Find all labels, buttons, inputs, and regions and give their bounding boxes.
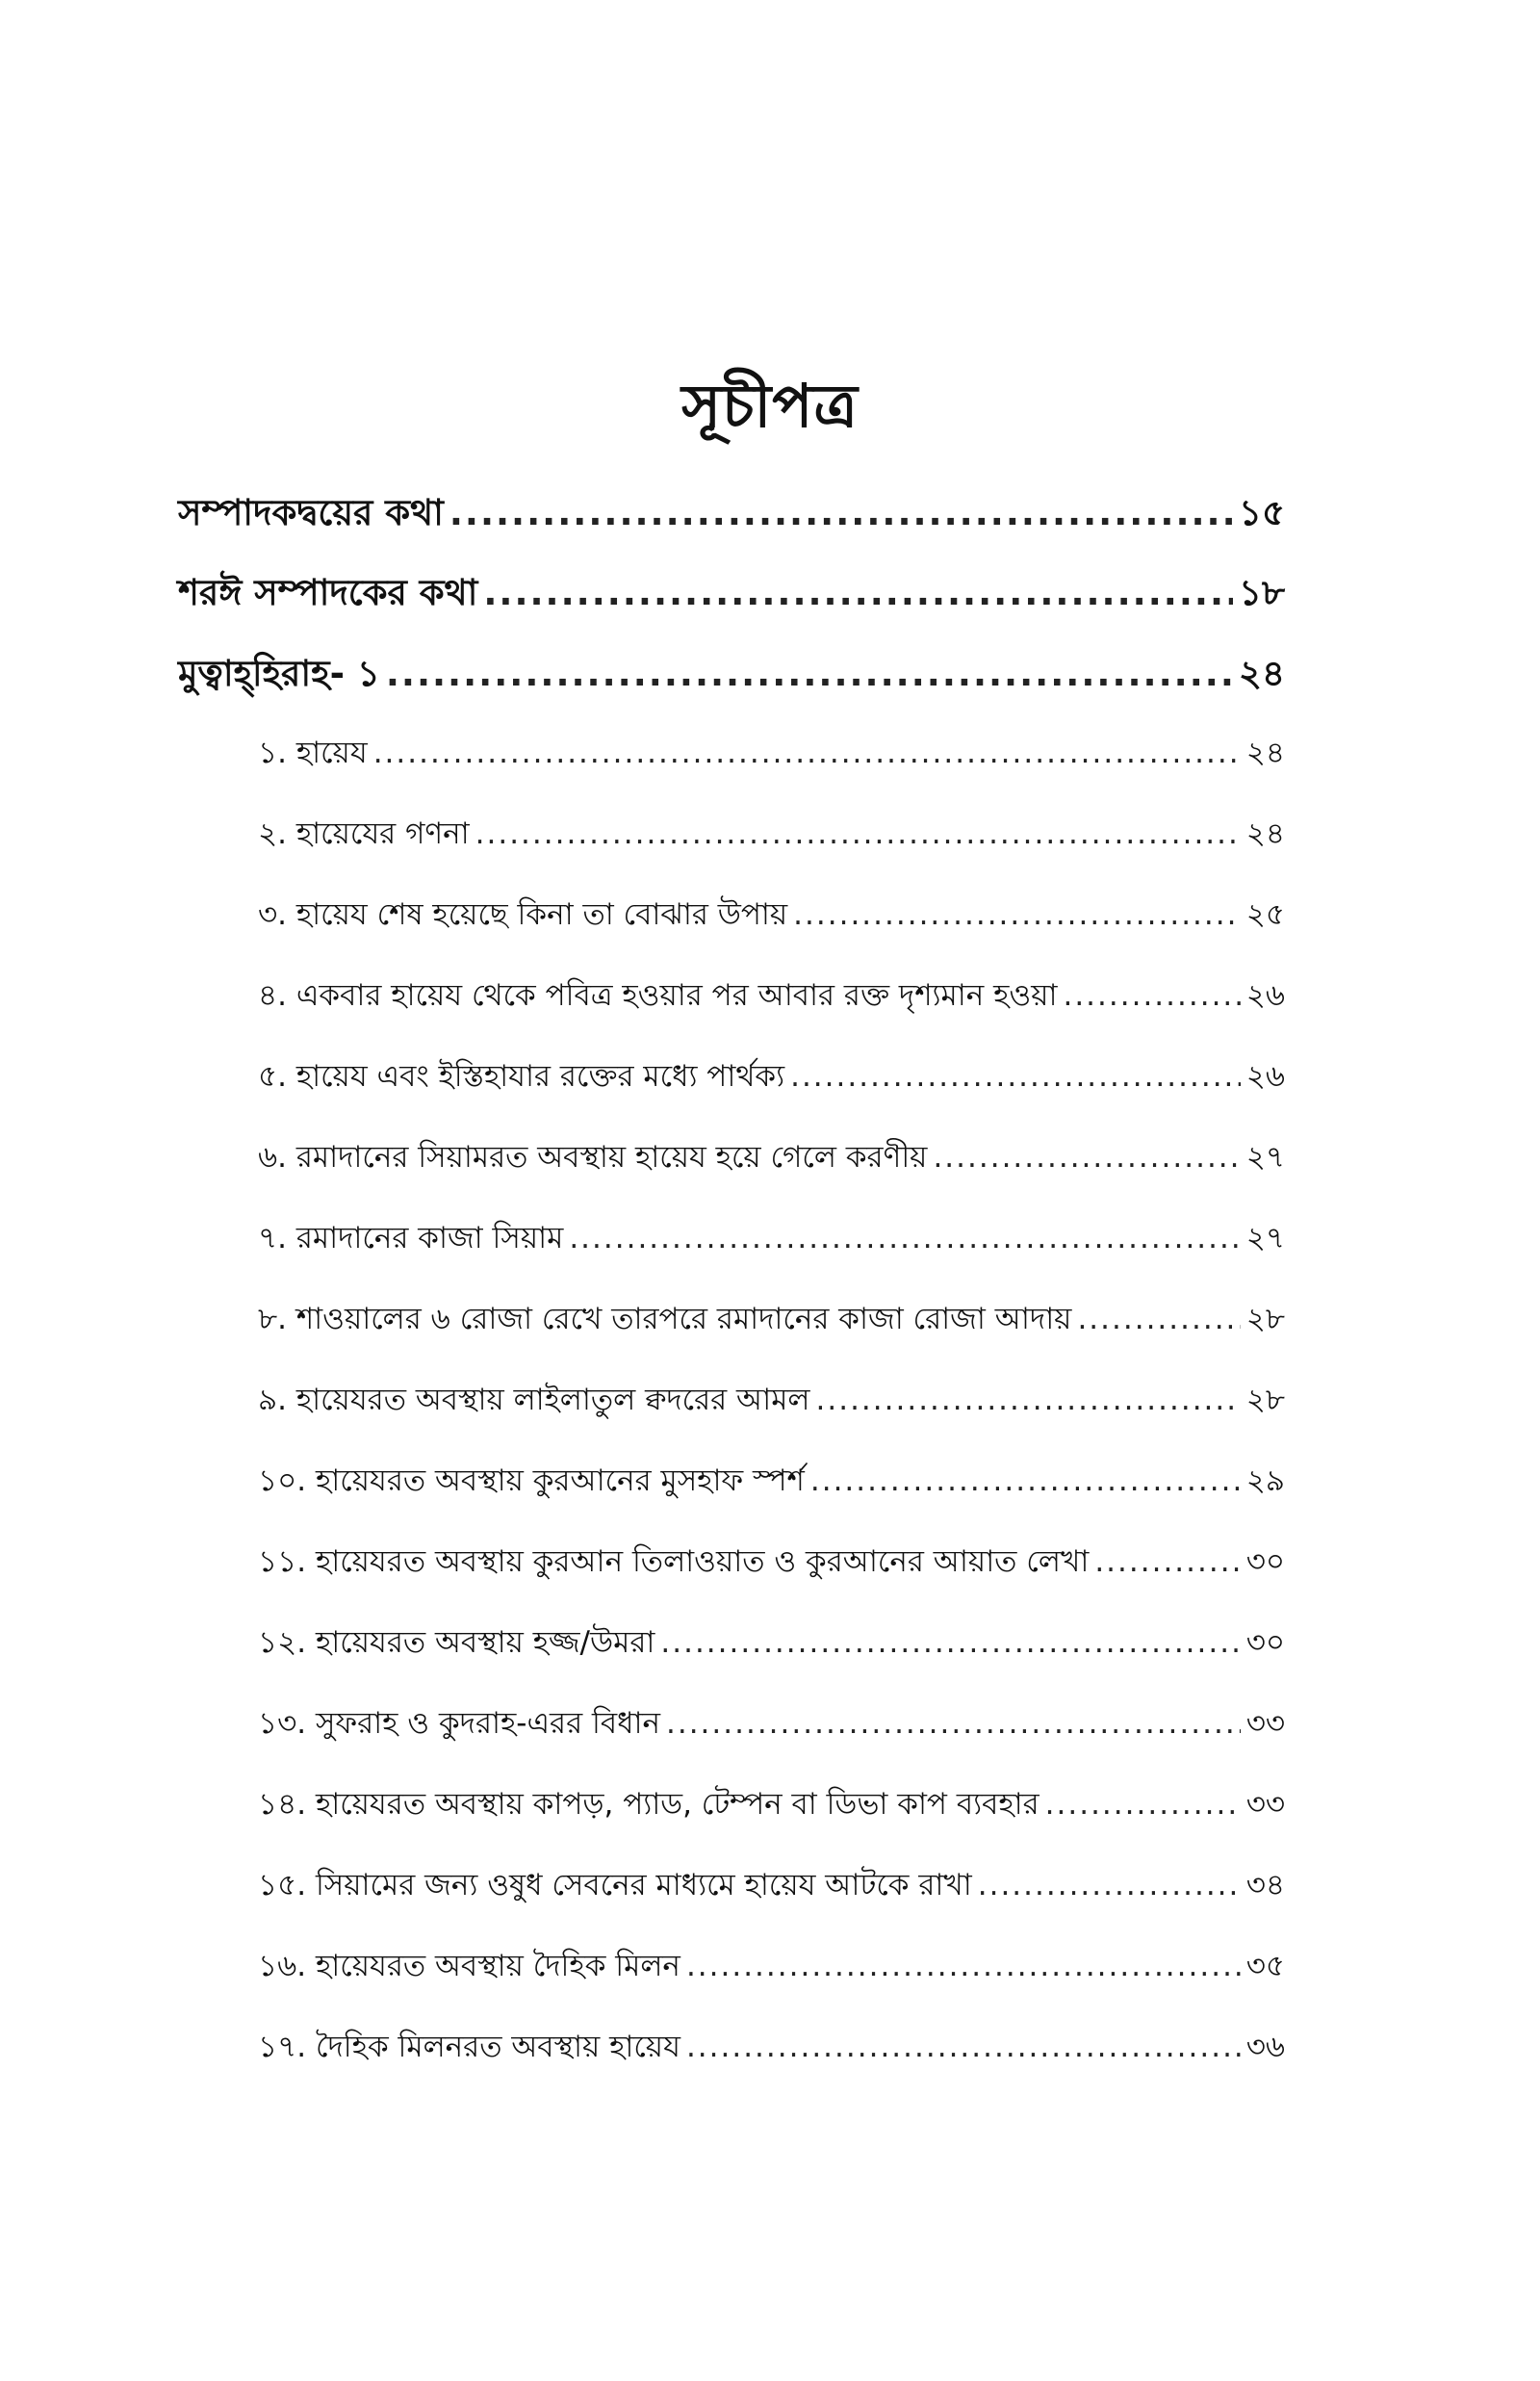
toc-entry-page: ২৬ xyxy=(1245,978,1285,1013)
toc-entry-page: ২৪ xyxy=(1245,816,1285,851)
toc-entry-label: ৬. রমাদানের সিয়ামরত অবস্থায় হায়েয হয়ে গেলে করণীয় xyxy=(258,1140,928,1175)
toc-entry-page: ২৪ xyxy=(1238,653,1285,694)
toc-entry-page: ২৫ xyxy=(1245,897,1285,932)
toc-entry-page: ২৭ xyxy=(1245,1221,1285,1255)
dot-leader xyxy=(1094,1544,1240,1579)
page-title: সূচীপত্র xyxy=(681,371,859,441)
toc-entry xyxy=(178,645,1285,706)
dot-leader xyxy=(686,2030,1241,2064)
toc-entry-label: ৪. একবার হায়েয থেকে পবিত্র হওয়ার পর আবার রক্ত দৃশ্যমান হওয়া xyxy=(258,978,1058,1013)
toc-entry xyxy=(258,2024,1285,2074)
toc-entry-label: সম্পাদকদ্বয়ের কথা xyxy=(178,492,444,533)
toc-entry-label: ১৩. সুফরাহ ও কুদরাহ-এরর বিধান xyxy=(258,1706,660,1741)
dot-leader xyxy=(660,1625,1240,1660)
toc-entry-label: ১. হায়েয xyxy=(258,736,368,770)
toc-entry-label: ৮. শাওয়ালের ৬ রোজা রেখে তারপরে রমাদানের কাজা রোজা আদায় xyxy=(258,1302,1072,1336)
dot-leader xyxy=(793,897,1241,932)
toc-entry xyxy=(258,1215,1285,1265)
toc-entry-label: ১৫. সিয়ামের জন্য ওষুধ সেবনের মাধ্যমে হায়েয আটকে রাখা xyxy=(258,1868,972,1902)
toc-entry xyxy=(258,892,1285,942)
dot-leader xyxy=(449,492,1233,533)
toc-entry-page: ৩০ xyxy=(1245,1544,1285,1579)
dot-leader xyxy=(1063,978,1240,1013)
toc-entry-label: ৩. হায়েয শেষ হয়েছে কিনা তা বোঝার উপায় xyxy=(258,897,788,932)
toc-entry xyxy=(258,972,1285,1022)
toc-entry xyxy=(258,1943,1285,1993)
toc-entry-page: ২৭ xyxy=(1245,1140,1285,1175)
dot-leader xyxy=(1045,1787,1241,1822)
toc-entry xyxy=(258,730,1285,780)
toc-entry-label: ১২. হায়েযরত অবস্থায় হজ্জ/উমরা xyxy=(258,1625,655,1660)
toc-entry xyxy=(258,1862,1285,1912)
toc-entry xyxy=(258,1296,1285,1346)
toc-entry-page: ১৮ xyxy=(1238,572,1285,613)
toc-entry-label: ৭. রমাদানের কাজা সিয়াম xyxy=(258,1221,564,1255)
toc-entry-page: ২৮ xyxy=(1245,1383,1285,1417)
toc-entry xyxy=(258,1053,1285,1103)
toc-entry-label: ২. হায়েযের গণনা xyxy=(258,816,470,851)
toc-entry-page: ২৯ xyxy=(1245,1463,1285,1498)
dot-leader xyxy=(373,736,1241,770)
toc-entry xyxy=(258,1781,1285,1831)
dot-leader xyxy=(1077,1302,1240,1336)
dot-leader xyxy=(386,653,1233,694)
dot-leader xyxy=(978,1868,1241,1902)
toc-entry-label: ৯. হায়েযরত অবস্থায় লাইলাতুল ক্বদরের আমল xyxy=(258,1383,810,1417)
toc-entry-label: ১৬. হায়েযরত অবস্থায় দৈহিক মিলন xyxy=(258,1949,680,1983)
toc-entry xyxy=(178,564,1285,625)
toc-entry xyxy=(258,811,1285,861)
toc-entry-page: ২৬ xyxy=(1245,1059,1285,1094)
dot-leader xyxy=(475,816,1241,851)
dot-leader xyxy=(933,1140,1240,1175)
dot-leader xyxy=(790,1059,1241,1094)
dot-leader xyxy=(686,1949,1241,1983)
toc-entry xyxy=(258,1134,1285,1184)
toc-entry-label: ১০. হায়েযরত অবস্থায় কুরআনের মুসহাফ স্পর্শ xyxy=(258,1463,805,1498)
toc-entry-label: শরঈ সম্পাদকের কথা xyxy=(178,572,478,613)
toc-entry-page: ১৫ xyxy=(1238,492,1285,533)
toc-entry-page: ৩৩ xyxy=(1245,1706,1285,1741)
toc-entry xyxy=(258,1700,1285,1750)
toc-entry-page: ৩৬ xyxy=(1245,2030,1285,2064)
dot-leader xyxy=(569,1221,1240,1255)
dot-leader xyxy=(816,1383,1241,1417)
toc-entry xyxy=(258,1539,1285,1589)
toc-entry-page: ৩৪ xyxy=(1245,1868,1285,1902)
dot-leader xyxy=(666,1706,1241,1741)
toc-entry-label: ৫. হায়েয এবং ইস্তিহাযার রক্তের মধ্যে পার্থক্য xyxy=(258,1059,785,1094)
toc-entry-label: মুত্বাহ্‌হিরাহ- ১ xyxy=(178,653,380,694)
toc-entry-page: ৩৩ xyxy=(1245,1787,1285,1822)
toc-entry xyxy=(178,484,1285,545)
dot-leader xyxy=(483,572,1233,613)
toc-entry xyxy=(258,1377,1285,1427)
toc-entry-page: ৩৫ xyxy=(1245,1949,1285,1983)
toc-entry xyxy=(258,1458,1285,1508)
toc-entry xyxy=(258,1619,1285,1669)
toc-entry-label: ১৪. হায়েযরত অবস্থায় কাপড়, প্যাড, টেম্পন বা ডিভা কাপ ব্যবহার xyxy=(258,1787,1040,1822)
toc-entry-page: ২৪ xyxy=(1245,736,1285,770)
toc-entry-label: ১৭. দৈহিক মিলনরত অবস্থায় হায়েয xyxy=(258,2030,680,2064)
toc-entry-label: ১১. হায়েযরত অবস্থায় কুরআন তিলাওয়াত ও কুরআনের আয়াত লেখা xyxy=(258,1544,1090,1579)
toc-entry-page: ৩০ xyxy=(1245,1625,1285,1660)
toc-entry-page: ২৮ xyxy=(1245,1302,1285,1336)
dot-leader xyxy=(810,1463,1241,1498)
